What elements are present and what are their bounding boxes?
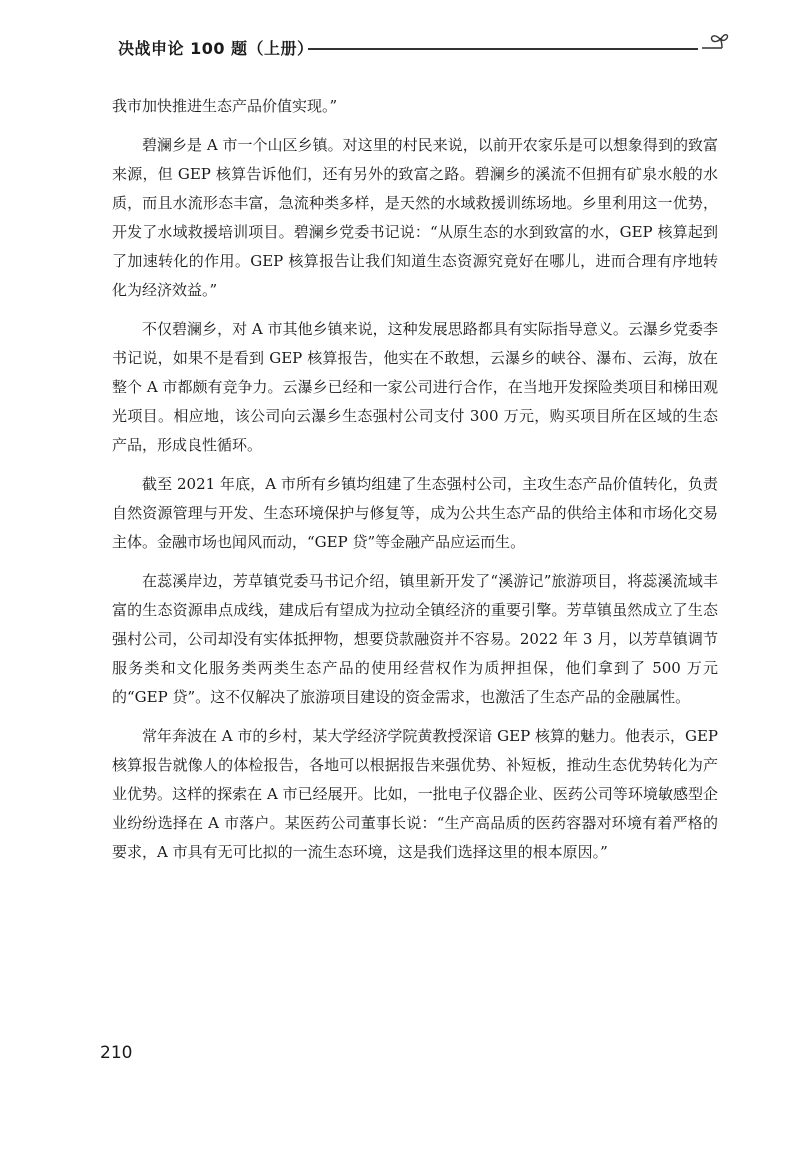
book-title: 决战申论 100 题（上册）	[118, 39, 314, 58]
header-rule	[308, 48, 698, 50]
paragraph: 在蕊溪岸边，芳草镇党委马书记介绍，镇里新开发了“溪游记”旅游项目，将蕊溪流域丰富的生态资源串点成线，建成后有望成为拉动全镇经济的重要引擎。芳草镇虽然成立了生态强村公司，公司却没有实体抵押物，想要贷款融资并不容易。2022 年 3 月，以芳草镇调节服务类和文化服务类两类生态产品的使用经营权作为质押担保，他们拿到了 500 万元的“GEP 贷”。这不仅解决了旅游项目建设的资金需求，也激活了生态产品的金融属性。	[112, 572, 718, 706]
sprout-icon	[698, 32, 730, 62]
paragraph: 我市加快推进生态产品价值实现。”	[112, 97, 338, 115]
page-number: 210	[100, 1043, 133, 1063]
paragraph: 常年奔波在 A 市的乡村，某大学经济学院黄教授深谙 GEP 核算的魅力。他表示，GEP 核算报告就像人的体检报告，各地可以根据报告来强优势、补短板，推动生态优势转化为产业优势。这样的探索在 A 市已经展开。比如，一批电子仪器企业、医药公司等环境敏感型企业纷纷选择在 A 市落户。某医药公司董事长说：“生产高品质的医药容器对环境有着严格的要求，A 市具有无可比拟的一流生态环境，这是我们选择这里的根本原因。”	[112, 727, 718, 861]
paragraph: 碧澜乡是 A 市一个山区乡镇。对这里的村民来说，以前开农家乐是可以想象得到的致富来源，但 GEP 核算告诉他们，还有另外的致富之路。碧澜乡的溪流不但拥有矿泉水般的水质，而且水流形态丰富，急流种类多样，是天然的水域救援训练场地。乡里利用这一优势，开发了水域救援培训项目。碧澜乡党委书记说：“从原生态的水到致富的水，GEP 核算起到了加速转化的作用。GEP 核算报告让我们知道生态资源究竟好在哪儿，进而合理有序地转化为经济效益。”	[112, 136, 718, 299]
running-header	[118, 34, 730, 74]
paragraph: 截至 2021 年底，A 市所有乡镇均组建了生态强村公司，主攻生态产品价值转化，负责自然资源管理与开发、生态环境保护与修复等，成为公共生态产品的供给主体和市场化交易主体。金融市场也闻风而动，“GEP 贷”等金融产品应运而生。	[112, 475, 718, 551]
article-body	[112, 92, 718, 877]
paragraph: 不仅碧澜乡，对 A 市其他乡镇来说，这种发展思路都具有实际指导意义。云瀑乡党委李书记说，如果不是看到 GEP 核算报告，他实在不敢想，云瀑乡的峡谷、瀑布、云海，放在整个 A 市都颇有竞争力。云瀑乡已经和一家公司进行合作，在当地开发探险类项目和梯田观光项目。相应地，该公司向云瀑乡生态强村公司支付 300 万元，购买项目所在区域的生态产品，形成良性循环。	[112, 320, 718, 454]
